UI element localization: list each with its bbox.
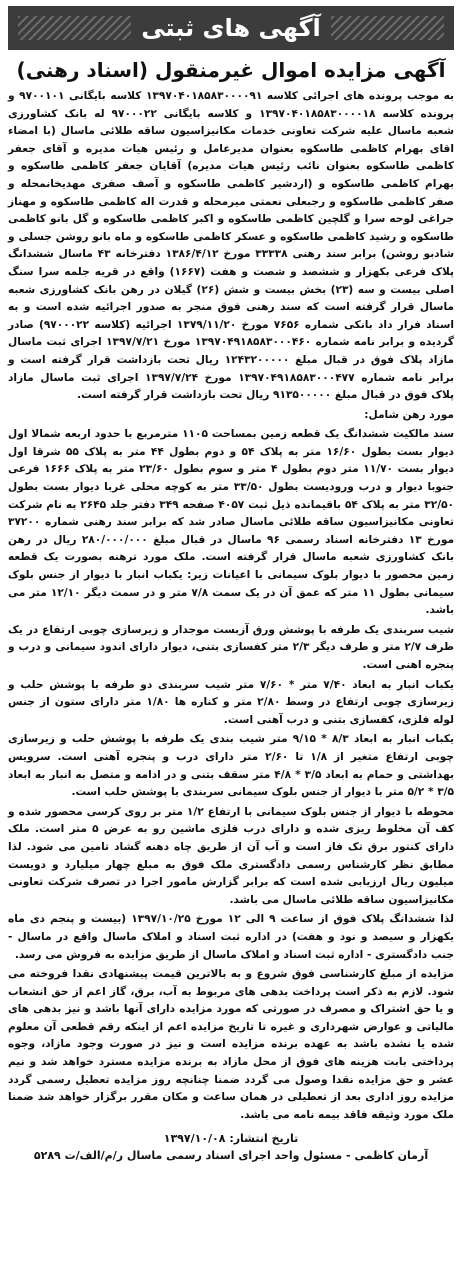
notice-footer xyxy=(8,1130,454,1164)
paragraph-land-deed: سند مالکیت ششدانگ یک قطعه زمین بمساحت ۱۱۰۵ مترمربع با حدود اربعه شمالا اول دیوار بست بطول ۱۶/۶۰ متر به پلاک ۵۴ و دوم بطول ۴۴ متر به پلاک ۵۵ شرقا اول دیوار بست ۱۱/۷۰ متر دوم بطول ۴ متر و سوم بطول ۲۳/۶۰ متر به پلاک ۱۶۶۶ فرعی جنوبا دیوار و درب ورودیست بطول ۳۳/۵۰ متر به کوچه محلی غربا دیوار بست بطول ۳۲/۵۰ متر به پلاک ۵۴ باقیمانده ذیل ثبت ۴۰۵۷ صفحه ۳۴۹ دفتر جلد ۲۶۴۵ به نام شرکت تعاونی مکانیزاسیون ساقه طلائی ماسال صادر شد که برابر سند رهنی شماره ۳۷۲۰۰ مورخ ۱۳ دفترخانه اسناد رسمی ۹۶ ماسال در قبال مبلغ ۲۸۰/۰۰۰/۰۰۰ ریال در رهن بانک کشاورزی شعبه ماسال قرار گرفته است. ملک مورد ترهنه بصورت یک قطعه زمین محصور با دیوار بلوک سیمانی با اعیانات زیر: یکباب انبار با دیوار از جنس بلوک سیمانی بطول ۱۱ متر که عمق آن در یک سمت ۷/۸ متر و در سمت دیگر ۱۲/۱۰ متر می باشد. xyxy=(8,428,455,617)
signature-line: آرمان کاظمی - مسئول واحد اجرای اسناد رسمی ماسال ر/م/الف/ت ۵۲۸۹ xyxy=(33,1149,429,1163)
paragraph-roof: شیب سربندی یک طرفه با پوشش ورق آزبست موجدار و زیرسازی چوبی ارتفاع در یک طرف ۲/۷ متر و طرف دیگر ۲/۳ متر کفسازی بتنی، دیوار دارای اندود سیمانی و درب و پنجره اهنی است. xyxy=(8,623,454,671)
notice-body xyxy=(8,88,454,1124)
paragraph-terms: مزایده از مبلغ کارشناسی فوق شروع و به بالاترین قیمت پیشنهادی نقدا فروخته می شود. لازم به ذکر است پرداخت بدهی های مربوط به آب، برق، گاز اعم از حق انشعاب و یا حق اشتراک و مصرف در صورتی که مورد مزایده دارای آنها باشد و نیز بدهی های مالیاتی و عوارض شهرداری و غیره تا تاریخ مزایده اعم از اینکه رقم قطعی آن معلوم شده یا نشده باشد به عهده برنده مزایده است و نیز در صورت وجود مازاد، وجوه پرداختی بابت هزینه های فوق از محل مازاد به برنده مزایده مسترد خواهد شد و نیم عشر و حق مزایده نقدا وصول می گردد ضمنا چنانچه روز مزایده تعطیل رسمی گردد مزایده روز اداری بعد از تعطیلی در همان ساعت و مکان مقرر برگزار خواهد شد ضمنا ملک مورد وثیقه فاقد بیمه نامه می باشد. xyxy=(8,968,454,1121)
mortgage-subheading: مورد رهن شامل: xyxy=(364,408,454,421)
banner-title: آگهی های ثبتی xyxy=(131,14,331,42)
paragraph-yard: محوطه با دیوار از جنس بلوک سیمانی با ارتفاع ۱/۲ متر بر روی کرسی محصور شده و کف آن مخلوط ریزی شده و دارای درب فلزی ماشین رو به عرض ۵ متر است. ملک دارای کنتور برق تک فاز است و آب آن از طریق چاه دهنه گشاد تامین می شود. لذا مطابق نظر کارشناس رسمی دادگستری ملک فوق به مبلغ چهار میلیارد و دویست میلیون ریال ارزیابی شده است که برابر گزارش مامور اجرا در تصرف شرکت تعاونی مکانیزاسیون ساقه طلائی ماسال می باشد. xyxy=(8,805,454,906)
paragraph-case-details: به موجب پرونده های اجرائی کلاسه ۱۳۹۷۰۴۰۱۸۵۸۳۰۰۰۰۹۱ کلاسه بایگانی ۹۷۰۰۱۰۱ و پرونده کلاسه ۱۳۹۷۰۴۰۱۸۵۸۳۰۰۰۰۱۸ و کلاسه بایگانی ۹۷۰۰۰۲۲ له بانک کشاورزی شعبه ماسال علیه شرکت تعاونی خدمات مکانیزاسیون ساقه طلائی ماسال (با امضاء اقای بهرام کاظمی طاسکوه بعنوان مدیرعامل و رئیس هیات مدیره و آقای جعفر کاظمی طاسکوه بعنوان نائب رئیس هیات مدیره) آقایان جعفر کاظمی طاسکوه و بهرام کاظمی طاسکوه و (اردشیر کاظمی طاسکوه و آصف صفری مهدیخانمحله و صفر کاظمی طاسکوه و رجبعلی نعمتی میرمحله و قدرت اله کاظمی طاسکوه و مهناز جراغی لوحه سرا و گلچین کاظمی طاسکوه و اکبر کاظمی طاسکوه و گل بانو کاظمی طاسکوه و رشید کاظمی طاسکوه و عسکر کاظمی طاسکوه و ماه بانو روشن جسلی و شادبو روشن) برابر سند رهنی ۳۳۳۳۸ مورخ ۱۳۸۶/۴/۱۲ دفترخانه ۴۳ ماسال ششدانگ پلاک فرعی بکهزار و ششصد و شصت و هفت (۱۶۶۷) واقع در قریه جلمه سرا سنگ اصلی بیست و سه (۲۳) بخش بیست و شش (۲۶) گیلان در رهن بانک کشاورزی شعبه ماسال قرار گرفته است که سند رهنی فوق منجر به صدور اجرائیه شده است و به اسناد فرار داد بانکی شماره ۷۶۵۶ مورخ ۱۳۷۹/۱۱/۲۰ اجرائیه (کلاسه ۹۷۰۰۰۲۲) صادر گردیده و برابر نامه شماره ۱۳۹۷۰۴۹۱۸۵۸۳۰۰۰۴۶۰ مورخ ۱۳۹۷/۷/۲۱ اجرای ثبت ماسال مازاد پلاک فوق در قبال مبلغ ۱۲۴۳۲۰۰۰۰۰ ریال تحت بازداشت قرار گرفته است و برابر نامه شماره ۱۳۹۷۰۴۹۱۸۵۸۳۰۰۰۴۷۷ مورخ ۱۳۹۷/۷/۲۴ اجرای ثبت ماسال مازاد پلاک فوق در قبال مبلغ ۹۱۳۵۰۰۰۰۰ ریال تحت بازداشت قرار گرفته است. xyxy=(8,90,455,402)
notice-title: آگهی مزایده اموال غیرمنقول (اسناد رهنی) xyxy=(16,58,446,82)
paragraph-warehouse-1: یکباب انبار به ابعاد ۷/۴۰ متر * ۷/۶۰ متر شیب سربندی دو طرفه با پوشش حلب و زیرسازی چوبی ارتفاع در وسط ۲/۸۰ متر و کناره ها ۱/۸۰ متر دارای ستون از جنس لوله فلزی، کفسازی بتنی و درب آهنی است. xyxy=(8,678,455,726)
paragraph-auction-time: لذا ششدانگ پلاک فوق از ساعت ۹ الی ۱۲ مورخ ۱۳۹۷/۱۰/۲۵ (بیست و پنجم دی ماه یکهزار و سیصد و نود و هفت) در اداره ثبت اسناد و املاک ماسال واقع در ماسال - جنب دادگستری - اداره ثبت اسناد و املاک ماسال از طریق مزایده به فروش می رسد. xyxy=(8,913,454,961)
section-banner xyxy=(8,6,454,50)
publish-date: تاریخ انتشار: ۱۳۹۷/۱۰/۰۸ xyxy=(163,1132,299,1146)
paragraph-warehouse-2: یکباب انبار به ابعاد ۸/۳ * ۹/۱۵ متر شیب بندی یک طرفه با پوشش حلب و زیرسازی چوبی ارتفاع متغیر از ۱/۸ تا ۲/۶۰ متر دارای درب و پنجره آهنی است. سرویس بهداشتی و حمام به ابعاد ۳/۵ * ۴/۸ متر سقف بتنی و در ادامه و متصل به انبار به ابعاد ۳/۵ * ۵/۲ متر با دیوار از جنس بلوک سیمانی سربندی با پوشش حلب است. xyxy=(8,733,455,799)
